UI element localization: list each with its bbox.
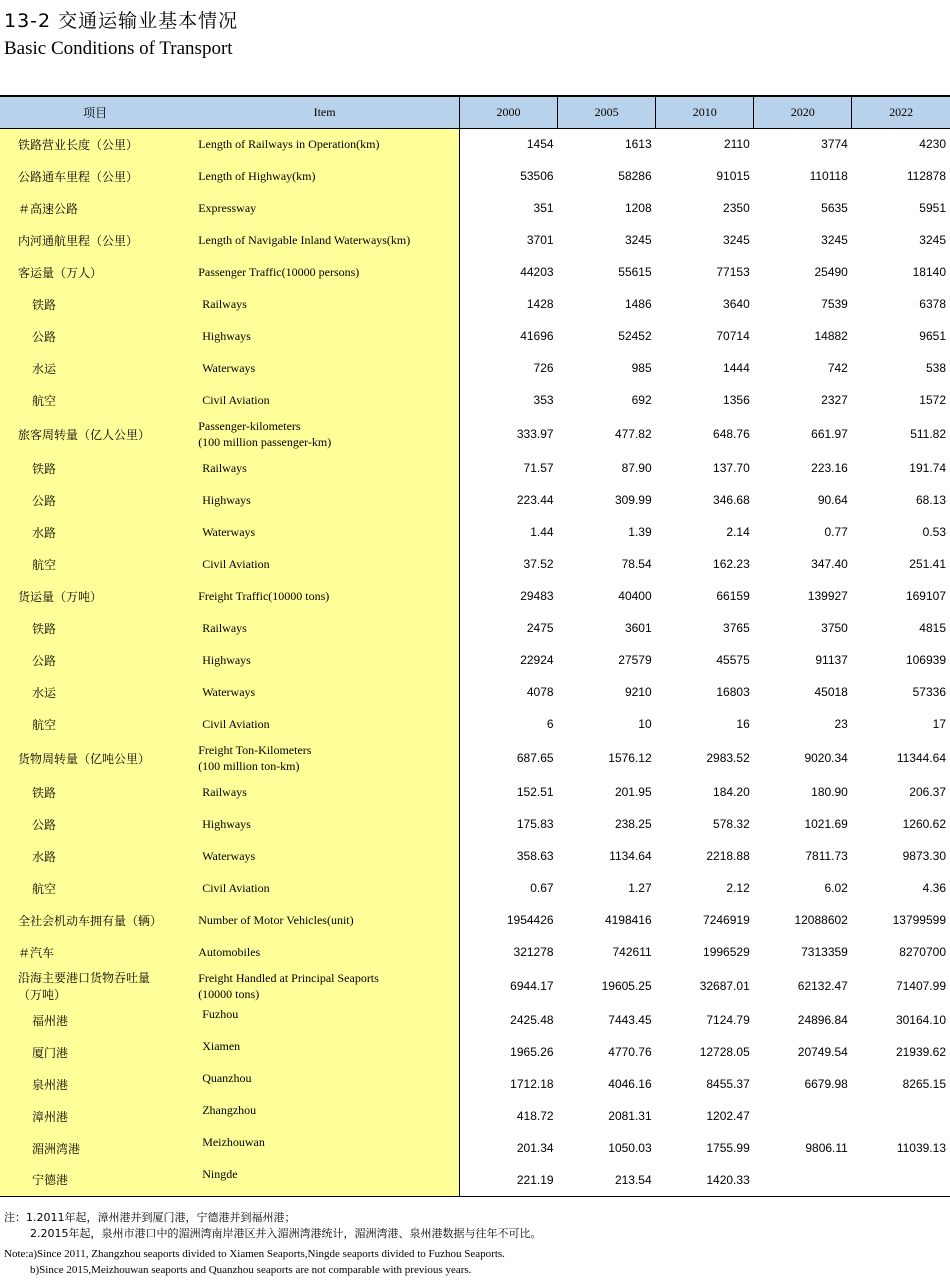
row-label-cn: 铁路 [0, 612, 190, 644]
table-cell-value: 206.37 [909, 785, 946, 799]
row-label-en: Meizhouwan [190, 1132, 459, 1164]
header-year: 2005 [558, 96, 656, 128]
table-cell-value: 201.95 [614, 785, 652, 799]
table-cell-value: 223.44 [516, 493, 554, 507]
row-label-en: Expressway [190, 192, 459, 224]
table-cell-value: 71.57 [523, 461, 554, 475]
table-cell-value: 2327 [821, 393, 848, 407]
row-label-en: Civil Aviation [190, 384, 459, 416]
row-label-en: Waterways [190, 352, 459, 384]
table-cell-value: 20749.54 [797, 1045, 848, 1059]
table-cell-value: 1954426 [506, 913, 554, 927]
row-label-cn: 内河通航里程（公里） [0, 224, 190, 256]
row-label-cn: 水路 [0, 840, 190, 872]
row-label-cn: 泉州港 [0, 1068, 190, 1100]
table-row [0, 224, 950, 256]
table-cell-value: 7246919 [703, 913, 750, 927]
table-cell-value: 4.36 [922, 881, 946, 895]
row-label-cn: 航空 [0, 384, 190, 416]
table-cell-value: 71407.99 [895, 979, 946, 993]
row-label-cn: 水运 [0, 352, 190, 384]
table-cell-value: 3640 [723, 297, 750, 311]
row-label-cn: 水运 [0, 676, 190, 708]
table-row [0, 1100, 950, 1132]
table-cell-value: 692 [631, 393, 652, 407]
table-row [0, 612, 950, 644]
table-cell-value: 1.44 [530, 525, 554, 539]
table-cell-value: 1428 [526, 297, 554, 311]
row-label-en: Automobiles [190, 936, 459, 968]
table-cell-value: 3245 [919, 233, 946, 247]
row-label-cn: 货物周转量（亿吨公里） [0, 740, 190, 776]
table-row [0, 516, 950, 548]
header-item-en: Item [190, 96, 459, 128]
row-label-cn: 福州港 [0, 1004, 190, 1036]
table-cell-value: 1576.12 [608, 751, 652, 765]
table-row [0, 484, 950, 516]
table-cell-value: 2218.88 [706, 849, 750, 863]
table-row [0, 1164, 950, 1196]
table-cell-value: 1755.99 [706, 1141, 750, 1155]
table-cell-value [754, 1100, 852, 1132]
table-cell-value: 12088602 [794, 913, 848, 927]
table-row [0, 808, 950, 840]
table-cell-value: 221.19 [459, 1164, 557, 1196]
table-cell-value: 3765 [723, 621, 750, 635]
table-row [0, 968, 950, 1004]
table-cell-value [852, 1164, 950, 1196]
table-cell-value: 62132.47 [797, 979, 848, 993]
table-cell-value: 6 [546, 717, 554, 731]
table-cell-value: 45575 [716, 653, 750, 667]
row-label-cn: ＃高速公路 [0, 192, 190, 224]
table-cell-value: 1356 [723, 393, 750, 407]
row-label-cn: 公路通车里程（公里） [0, 160, 190, 192]
transport-table-wrap [0, 95, 950, 1197]
row-label-en: Civil Aviation [190, 872, 459, 904]
table-cell-value: 2983.52 [706, 751, 750, 765]
table-cell-value: 18140 [912, 265, 946, 279]
row-label-cn: 航空 [0, 548, 190, 580]
row-label-en: Highways [190, 808, 459, 840]
table-header-row [0, 96, 950, 128]
row-label-en: Passenger-kilometers (100 million passenger-km) [190, 416, 459, 452]
table-cell-value: 45018 [814, 685, 848, 699]
table-cell-value: 7313359 [801, 945, 848, 959]
row-label-en: Zhangzhou [190, 1100, 459, 1132]
row-label-cn: 宁德港 [0, 1164, 190, 1196]
row-label-cn: 厦门港 [0, 1036, 190, 1068]
table-cell-value: 162.23 [713, 557, 750, 571]
table-cell-value: 41696 [520, 329, 554, 343]
row-label-en: Freight Traffic(10000 tons) [190, 580, 459, 612]
table-cell-value: 52452 [618, 329, 652, 343]
row-label-cn: 公路 [0, 320, 190, 352]
table-cell-value: 1.27 [628, 881, 652, 895]
table-cell-value: 19605.25 [601, 979, 652, 993]
table-cell-value: 2110 [723, 137, 750, 152]
table-cell-value: 17 [932, 717, 946, 731]
table-row [0, 1004, 950, 1036]
table-cell-value: 32687.01 [699, 979, 750, 993]
row-label-en: Ningde [190, 1164, 459, 1196]
table-cell-value: 110118 [809, 169, 848, 183]
table-cell-value: 6.02 [824, 881, 848, 895]
table-cell-value: 2350 [723, 201, 750, 215]
row-label-cn: 铁路 [0, 452, 190, 484]
table-cell-value: 538 [925, 361, 946, 375]
table-cell-value: 3245 [624, 233, 652, 247]
row-label-cn: 货运量（万吨） [0, 580, 190, 612]
note-cn-2: 2.2015年起，泉州市港口中的湄洲湾南岸港区并入湄洲湾港统计，湄洲湾港、泉州港数据与往年不可比。 [30, 1227, 542, 1240]
table-cell-value: 175.83 [516, 817, 554, 831]
table-row [0, 352, 950, 384]
table-cell-value: 5951 [919, 201, 946, 215]
table-cell-value: 180.90 [811, 785, 848, 799]
table-row [0, 416, 950, 452]
table-cell-value: 742 [827, 361, 848, 375]
table-cell-value: 44203 [520, 265, 554, 279]
table-cell-value [852, 1100, 950, 1132]
table-cell-value: 9651 [919, 329, 946, 343]
table-row [0, 320, 950, 352]
table-cell-value: 309.99 [614, 493, 652, 507]
note-cn-1: 注：1.2011年起，漳州港并到厦门港，宁德港并到福州港； [4, 1211, 296, 1224]
table-cell-value: 1712.18 [510, 1077, 554, 1091]
row-label-cn: 公路 [0, 644, 190, 676]
table-cell-value: 25490 [814, 265, 848, 279]
table-cell-value: 726 [533, 361, 554, 375]
table-cell-value: 3245 [723, 233, 750, 247]
table-cell-value: 4770.76 [608, 1045, 652, 1059]
row-label-en: Railways [190, 612, 459, 644]
table-cell-value: 0.53 [922, 525, 946, 539]
table-body [0, 128, 950, 1196]
page-title: 13-2 交通运输业基本情况 [4, 10, 239, 32]
table-cell-value: 0.77 [824, 525, 848, 539]
table-cell-value: 7443.45 [608, 1013, 652, 1027]
header-year: 2022 [852, 96, 950, 128]
table-cell-value: 24896.84 [797, 1013, 848, 1027]
table-cell-value: 1021.69 [804, 817, 848, 831]
row-label-en: Waterways [190, 516, 459, 548]
table-cell-value: 152.51 [516, 785, 554, 799]
table-cell-value: 9806.11 [805, 1141, 848, 1155]
table-cell-value: 40400 [618, 589, 652, 603]
table-row [0, 644, 950, 676]
table-cell-value: 0.67 [530, 881, 554, 895]
table-cell-value: 347.40 [811, 557, 848, 571]
row-label-cn: 水路 [0, 516, 190, 548]
table-cell-value: 1613 [624, 137, 652, 152]
row-label-en: Quanzhou [190, 1068, 459, 1100]
row-label-cn: ＃汽车 [0, 936, 190, 968]
table-cell-value: 742611 [612, 945, 652, 959]
row-label-en: Civil Aviation [190, 548, 459, 580]
table-row [0, 452, 950, 484]
table-cell-value: 1134.64 [609, 849, 652, 863]
row-label-en: Railways [190, 776, 459, 808]
table-cell-value: 1965.26 [510, 1045, 554, 1059]
note-en-1: Note:a)Since 2011, Zhangzhou seaports divided to Xiamen Seaports,Ningde seaports divided to Fuzhou Seaports. [4, 1248, 505, 1260]
table-cell-value: 238.25 [614, 817, 652, 831]
table-cell-value: 13799599 [892, 913, 946, 927]
row-label-en: Civil Aviation [190, 708, 459, 740]
table-cell-value: 191.74 [909, 461, 946, 475]
table-cell-value: 201.34 [516, 1141, 554, 1155]
row-label-en: Xiamen [190, 1036, 459, 1068]
row-label-cn: 铁路 [0, 288, 190, 320]
table-cell-value: 1996529 [703, 945, 750, 959]
row-label-en: Length of Navigable Inland Waterways(km) [190, 224, 459, 256]
table-cell-value: 2.12 [726, 881, 750, 895]
table-cell-value: 223.16 [811, 461, 848, 475]
table-cell-value: 3601 [624, 621, 652, 635]
table-cell-value: 37.52 [523, 557, 554, 571]
table-cell-value: 23 [834, 717, 848, 731]
table-cell-value: 7124.79 [706, 1013, 750, 1027]
header-year: 2020 [754, 96, 852, 128]
table-cell-value: 1486 [624, 297, 652, 311]
table-cell-value: 333.97 [516, 427, 554, 441]
table-cell-value: 1260.62 [902, 817, 946, 831]
table-row [0, 872, 950, 904]
table-cell-value: 21939.62 [895, 1045, 946, 1059]
row-label-en: Length of Highway(km) [190, 160, 459, 192]
row-label-cn: 航空 [0, 872, 190, 904]
row-label-cn: 沿海主要港口货物吞吐量 （万吨） [0, 968, 190, 1004]
table-cell-value: 2081.31 [608, 1109, 652, 1123]
table-cell-value: 4815 [919, 621, 946, 635]
row-label-en: Railways [190, 452, 459, 484]
header-year: 2000 [459, 96, 557, 128]
table-cell-value: 4046.16 [608, 1077, 652, 1091]
table-row [0, 384, 950, 416]
table-cell-value: 91015 [716, 169, 750, 183]
table-cell-value: 9873.30 [902, 849, 946, 863]
row-label-en: Number of Motor Vehicles(unit) [190, 904, 459, 936]
table-cell-value: 5635 [821, 201, 848, 215]
table-cell-value: 11039.13 [896, 1141, 946, 1155]
table-cell-value: 321278 [513, 945, 554, 959]
table-cell-value: 353 [533, 393, 554, 407]
row-label-en: Waterways [190, 676, 459, 708]
table-cell-value: 985 [631, 361, 652, 375]
table-cell-value: 106939 [905, 653, 946, 667]
table-cell-value: 8270700 [899, 945, 946, 959]
table-cell-value: 4078 [526, 685, 554, 699]
table-cell-value: 661.97 [811, 427, 848, 441]
table-cell-value: 1.39 [628, 525, 652, 539]
table-cell-value: 169107 [905, 589, 946, 603]
table-cell-value: 418.72 [516, 1109, 554, 1123]
table-cell-value: 11344.64 [896, 751, 946, 765]
table-cell-value: 77153 [716, 265, 750, 279]
table-cell-value: 7811.73 [805, 849, 848, 863]
table-cell-value: 112878 [906, 169, 946, 183]
row-label-en: Highways [190, 644, 459, 676]
table-cell-value: 29483 [520, 589, 554, 603]
row-label-cn: 公路 [0, 484, 190, 516]
table-cell-value: 2425.48 [510, 1013, 554, 1027]
table-row [0, 1036, 950, 1068]
table-cell-value: 30164.10 [895, 1013, 946, 1027]
row-label-en: Waterways [190, 840, 459, 872]
table-cell-value: 90.64 [817, 493, 848, 507]
table-cell-value: 9210 [624, 685, 652, 699]
table-cell-value: 57336 [912, 685, 946, 699]
table-cell-value: 55615 [618, 265, 652, 279]
row-label-cn: 全社会机动车拥有量（辆） [0, 904, 190, 936]
table-row [0, 776, 950, 808]
table-cell-value: 8455.37 [706, 1077, 750, 1091]
row-label-cn: 湄洲湾港 [0, 1132, 190, 1164]
table-cell-value: 27579 [618, 653, 652, 667]
table-cell-value: 16803 [716, 685, 750, 699]
table-cell-value: 213.54 [558, 1164, 656, 1196]
table-cell-value: 1050.03 [608, 1141, 652, 1155]
row-label-cn: 铁路营业长度（公里） [0, 128, 190, 160]
table-cell-value: 351 [533, 201, 554, 215]
table-cell-value: 4230 [919, 137, 946, 152]
table-cell-value: 6679.98 [804, 1077, 848, 1091]
table-row [0, 128, 950, 160]
transport-table [0, 95, 950, 1197]
table-cell-value: 78.54 [621, 557, 652, 571]
table-row [0, 840, 950, 872]
row-label-cn: 漳州港 [0, 1100, 190, 1132]
row-label-en: Fuzhou [190, 1004, 459, 1036]
footnotes [4, 1210, 944, 1278]
table-row [0, 936, 950, 968]
row-label-en: Freight Ton-Kilometers (100 million ton-km) [190, 740, 459, 776]
row-label-en: Freight Handled at Principal Seaports (10000 tons) [190, 968, 459, 1004]
table-cell-value: 137.70 [713, 461, 750, 475]
table-row [0, 1068, 950, 1100]
table-row [0, 708, 950, 740]
header-item-cn: 项目 [0, 96, 190, 128]
table-cell-value: 3774 [821, 137, 848, 152]
table-cell-value: 1208 [624, 201, 652, 215]
table-cell-value: 16 [736, 717, 750, 731]
table-cell-value: 3245 [821, 233, 848, 247]
table-cell-value: 251.41 [909, 557, 946, 571]
table-cell-value: 6944.17 [510, 979, 554, 993]
table-cell-value: 53506 [520, 169, 554, 183]
table-cell-value: 687.65 [516, 751, 554, 765]
table-cell-value: 511.82 [910, 427, 946, 441]
table-cell-value: 91137 [815, 653, 848, 667]
table-cell-value: 1420.33 [656, 1164, 754, 1196]
table-cell-value: 1202.47 [706, 1109, 750, 1123]
row-label-cn: 铁路 [0, 776, 190, 808]
table-row [0, 580, 950, 612]
table-cell-value: 58286 [618, 169, 652, 183]
table-cell-value: 3750 [821, 621, 848, 635]
table-cell-value: 358.63 [516, 849, 554, 863]
table-row [0, 904, 950, 936]
table-cell-value: 8265.15 [902, 1077, 946, 1091]
row-label-en: Highways [190, 320, 459, 352]
row-label-en: Railways [190, 288, 459, 320]
table-row [0, 192, 950, 224]
table-cell-value: 578.32 [713, 817, 750, 831]
table-cell-value: 70714 [716, 329, 750, 343]
table-cell-value: 7539 [821, 297, 848, 311]
table-cell-value: 2.14 [726, 525, 750, 539]
table-cell-value: 648.76 [713, 427, 750, 441]
page-subtitle: Basic Conditions of Transport [4, 38, 233, 59]
row-label-cn: 公路 [0, 808, 190, 840]
table-cell-value: 9020.34 [804, 751, 848, 765]
table-cell-value: 14882 [814, 329, 848, 343]
row-label-en: Passenger Traffic(10000 persons) [190, 256, 459, 288]
table-row [0, 288, 950, 320]
table-row [0, 548, 950, 580]
table-row [0, 160, 950, 192]
note-en-2: b)Since 2015,Meizhouwan seaports and Quanzhou seaports are not comparable with previous years. [30, 1264, 472, 1276]
table-row [0, 1132, 950, 1164]
table-cell-value: 139927 [807, 589, 848, 603]
table-cell-value: 4198416 [604, 913, 652, 927]
table-row [0, 740, 950, 776]
table-cell-value: 346.68 [713, 493, 750, 507]
table-cell-value: 477.82 [614, 427, 652, 441]
row-label-en: Length of Railways in Operation(km) [190, 128, 459, 160]
table-cell-value: 1444 [723, 361, 750, 375]
row-label-en: Highways [190, 484, 459, 516]
table-cell-value: 87.90 [621, 461, 652, 475]
table-cell-value: 1454 [526, 137, 554, 152]
table-cell-value: 6378 [919, 297, 946, 311]
table-row [0, 256, 950, 288]
table-cell-value: 22924 [520, 653, 554, 667]
table-cell-value [754, 1164, 852, 1196]
row-label-cn: 客运量（万人） [0, 256, 190, 288]
table-cell-value: 1572 [919, 393, 946, 407]
table-cell-value: 68.13 [915, 493, 946, 507]
table-cell-value: 10 [638, 717, 652, 731]
row-label-cn: 航空 [0, 708, 190, 740]
table-cell-value: 66159 [716, 589, 750, 603]
table-cell-value: 12728.05 [699, 1045, 750, 1059]
table-cell-value: 3701 [526, 233, 554, 247]
table-cell-value: 2475 [526, 621, 554, 635]
table-row [0, 676, 950, 708]
table-cell-value: 184.20 [713, 785, 750, 799]
row-label-cn: 旅客周转量（亿人公里） [0, 416, 190, 452]
header-year: 2010 [656, 96, 754, 128]
